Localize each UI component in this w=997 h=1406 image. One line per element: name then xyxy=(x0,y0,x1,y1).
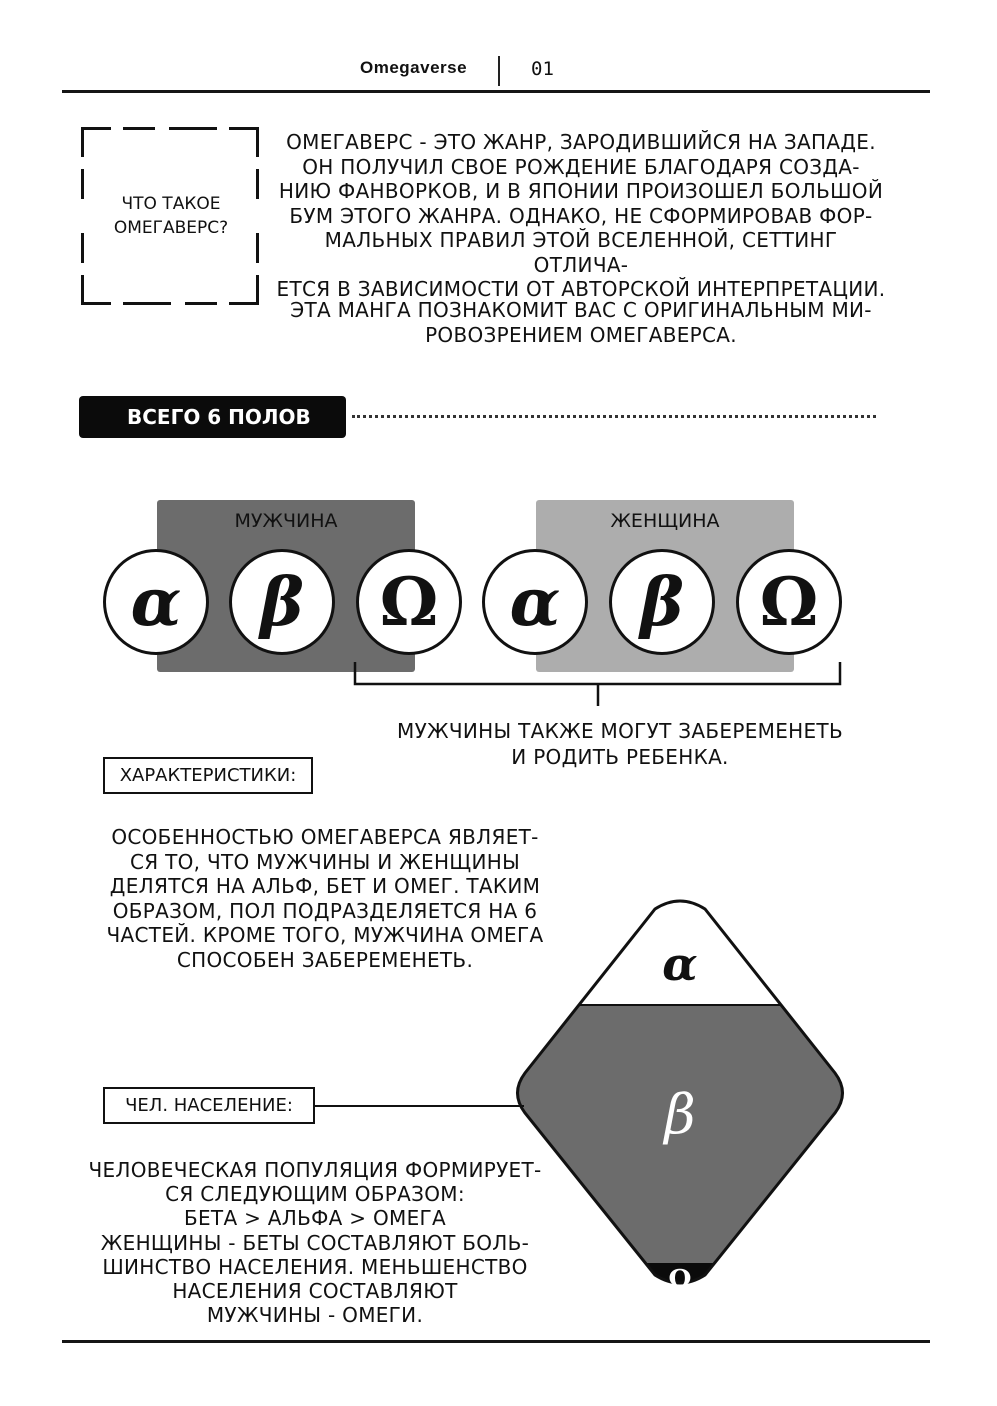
text-line: СПОСОБЕН ЗАБЕРЕМЕНЕТЬ. xyxy=(176,947,474,972)
omega-symbol: Ω xyxy=(379,563,439,641)
intro-line: БУМ ЭТОГО ЖАНРА. ОДНАКО, НЕ СФОРМИРОВАВ ФОР- xyxy=(289,203,873,228)
intro-paragraph-2 xyxy=(276,298,886,348)
beta-symbol: β xyxy=(640,563,684,641)
header-separator xyxy=(498,56,500,86)
male-beta-circle xyxy=(229,549,335,655)
intro-line: РОВОЗРЕНИЕМ ОМЕГАВЕРСА. xyxy=(425,323,737,347)
intro-line: ОМЕГАВЕРС - ЭТО ЖАНР, ЗАРОДИВШИЙСЯ НА ЗАПАДЕ. xyxy=(286,130,876,154)
note-line: МУЖЧИНЫ ТАКЖЕ МОГУТ ЗАБЕРЕМЕНЕТЬ xyxy=(397,719,843,743)
diamond-beta-symbol: β xyxy=(664,1083,696,1146)
population-label: ЧЕЛ. НАСЕЛЕНИЕ: xyxy=(103,1087,315,1124)
population-diamond xyxy=(505,893,855,1291)
alpha-symbol: α xyxy=(509,563,561,641)
page-number: 01 xyxy=(531,58,554,80)
text-line: ЧЕЛОВЕЧЕСКАЯ ПОПУЛЯЦИЯ ФОРМИРУЕТ- xyxy=(88,1158,542,1182)
intro-line: ЭТА МАНГА ПОЗНАКОМИТ ВАС С ОРИГИНАЛЬНЫМ МИ- xyxy=(290,298,872,322)
diamond-alpha-symbol: α xyxy=(662,937,698,991)
bottom-rule xyxy=(62,1340,930,1343)
beta-symbol: β xyxy=(260,563,304,641)
question-title: ЧТО ТАКОЕ ОМЕГАВЕРС? xyxy=(113,194,229,238)
male-alpha-circle xyxy=(103,549,209,655)
intro-line: ОН ПОЛУЧИЛ СВОЕ РОЖДЕНИЕ БЛАГОДАРЯ СОЗДА- xyxy=(302,154,860,179)
text-line: БЕТА > АЛЬФА > ОМЕГА xyxy=(183,1206,447,1231)
characteristics-text xyxy=(90,825,560,972)
male-label: МУЖЧИНА xyxy=(234,510,338,532)
characteristics-label: ХАРАКТЕРИСТИКИ: xyxy=(103,757,313,794)
text-line: НАСЕЛЕНИЯ СОСТАВЛЯЮТ xyxy=(172,1279,458,1304)
population-text xyxy=(85,1158,545,1327)
male-omega-circle xyxy=(356,549,462,655)
text-line: МУЖЧИНЫ - ОМЕГИ. xyxy=(206,1303,424,1328)
female-omega-circle xyxy=(736,549,842,655)
diamond-omega-symbol: Ω xyxy=(668,1265,692,1291)
text-line: ЧАСТЕЙ. КРОМЕ ТОГО, МУЖЧИНА ОМЕГА xyxy=(106,923,544,947)
men-pregnancy-note xyxy=(380,718,860,770)
text-line: ЖЕНЩИНЫ - БЕТЫ СОСТАВЛЯЮТ БОЛЬ- xyxy=(100,1230,530,1255)
alpha-symbol: α xyxy=(130,563,182,641)
section-title: ВСЕГО 6 ПОЛОВ xyxy=(79,396,346,438)
intro-paragraph-1 xyxy=(276,130,886,302)
series-title: Omegaverse xyxy=(360,58,468,77)
female-alpha-circle xyxy=(482,549,588,655)
text-line: СЯ СЛЕДУЮЩИМ ОБРАЗОМ: xyxy=(165,1182,465,1207)
intro-line: ЕТСЯ В ЗАВИСИМОСТИ ОТ АВТОРСКОЙ ИНТЕРПРЕТАЦИИ. xyxy=(276,277,886,301)
intro-line: МАЛЬНЫХ ПРАВИЛ ЭТОЙ ВСЕЛЕННОЙ, СЕТТИНГ ОТЛИЧА- xyxy=(324,228,838,277)
female-beta-circle xyxy=(609,549,715,655)
intro-line: НИЮ ФАНВОРКОВ, И В ЯПОНИИ ПРОИЗОШЕЛ БОЛЬШОЙ xyxy=(278,179,884,203)
omega-symbol: Ω xyxy=(759,563,819,641)
female-label: ЖЕНЩИНА xyxy=(610,510,720,532)
text-line: ОБРАЗОМ, ПОЛ ПОДРАЗДЕЛЯЕТСЯ НА 6 xyxy=(112,898,538,923)
note-line: И РОДИТЬ РЕБЕНКА. xyxy=(511,745,729,769)
text-line: ДЕЛЯТСЯ НА АЛЬФ, БЕТ И ОМЕГ. ТАКИМ xyxy=(109,874,541,898)
dotted-divider xyxy=(352,415,876,418)
text-line: ШИНСТВО НАСЕЛЕНИЯ. МЕНЬШЕНСТВО xyxy=(102,1254,528,1279)
population-connector-line xyxy=(314,1105,524,1107)
text-line: ОСОБЕННОСТЬЮ ОМЕГАВЕРСА ЯВЛЯЕТ- xyxy=(111,825,539,849)
top-rule xyxy=(62,90,930,93)
text-line: СЯ ТО, ЧТО МУЖЧИНЫ И ЖЕНЩИНЫ xyxy=(129,849,521,874)
pregnancy-bracket xyxy=(350,660,850,710)
